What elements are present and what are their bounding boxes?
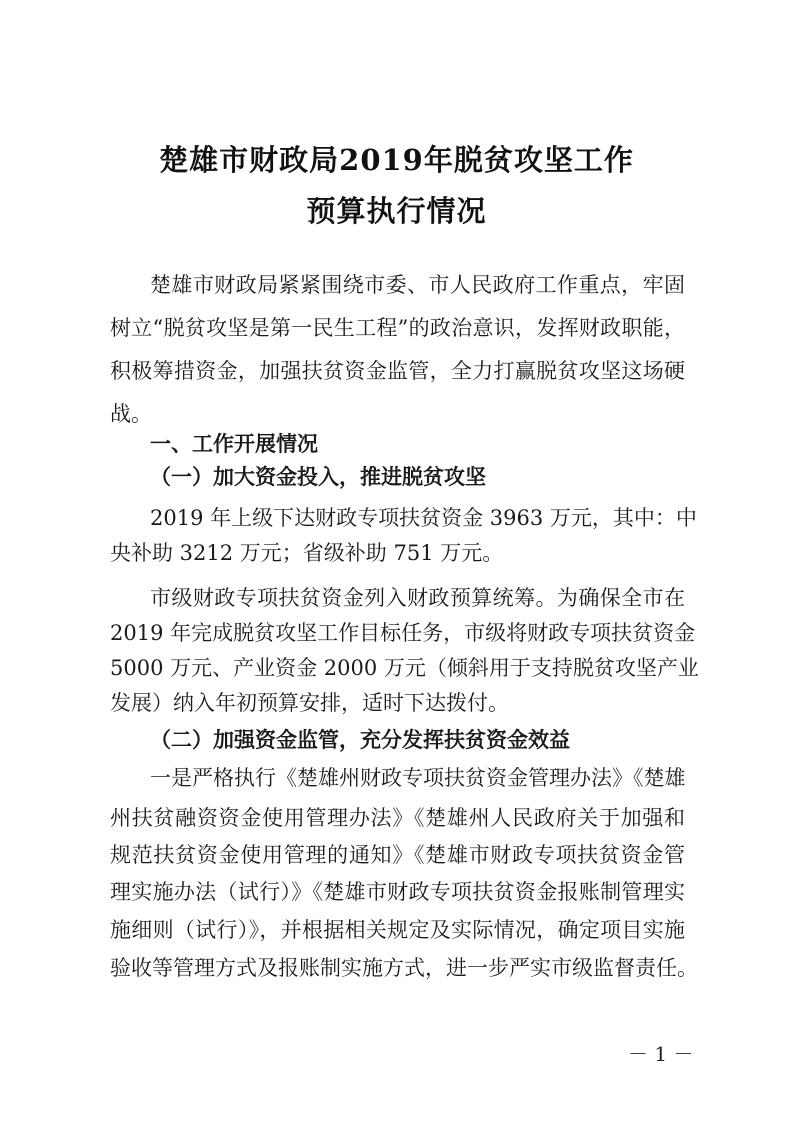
funds-line: 2019 年上级下达财政专项扶贫资金 3963 万元，其中：中 xyxy=(150,506,697,530)
city-funds-line: 2019 年完成脱贫攻坚工作目标任务，市级将财政专项扶贫资金 xyxy=(110,621,696,645)
intro-line: 积极筹措资金，加强扶贫资金监管，全力打赢脱贫攻坚这场硬 xyxy=(110,359,685,383)
subsection-heading: （一）加大资金投入，推进脱贫攻坚 xyxy=(150,464,486,489)
supervision-line: 一是严格执行《楚雄州财政专项扶贫资金管理办法》《楚雄 xyxy=(150,766,686,790)
city-funds-line: 市级财政专项扶贫资金列入财政预算统筹。为确保全市在 xyxy=(150,586,685,610)
funds-line: 央补助 3212 万元；省级补助 751 万元。 xyxy=(110,541,504,565)
intro-line: 楚雄市财政局紧紧围绕市委、市人民政府工作重点，牢固 xyxy=(150,273,685,297)
supervision-line: 州扶贫融资资金使用管理办法》《楚雄州人民政府关于加强和 xyxy=(110,806,685,830)
supervision-line: 规范扶贫资金使用管理的通知》《楚雄市财政专项扶贫资金管 xyxy=(110,843,685,867)
city-funds-line: 发展）纳入年初预算安排，适时下达拨付。 xyxy=(110,691,509,715)
supervision-line: 理实施办法（试行）》《楚雄市财政专项扶贫资金报账制管理实 xyxy=(110,880,685,904)
intro-line: 战。 xyxy=(110,402,152,426)
city-funds-line: 5000 万元、产业资金 2000 万元（倾斜用于支持脱贫攻坚产业 xyxy=(110,656,699,680)
page-number: － 1 － xyxy=(628,1042,694,1066)
intro-line: 树立“脱贫攻坚是第一民生工程”的政治意识，发挥财政职能， xyxy=(110,316,685,340)
subsection-heading: （二）加强资金监管，充分发挥扶贫资金效益 xyxy=(150,727,570,752)
section-heading: 一、工作开展情况 xyxy=(150,432,318,456)
supervision-line: 施细则（试行）》，并根据相关规定及实际情况，确定项目实施 xyxy=(110,918,685,942)
document-title-line1: 楚雄市财政局2019年脱贫攻坚工作 xyxy=(159,143,634,177)
supervision-line: 验收等管理方式及报账制实施方式，进一步严实市级监督责任。 xyxy=(110,956,698,980)
document-title-line2: 预算执行情况 xyxy=(306,194,487,228)
